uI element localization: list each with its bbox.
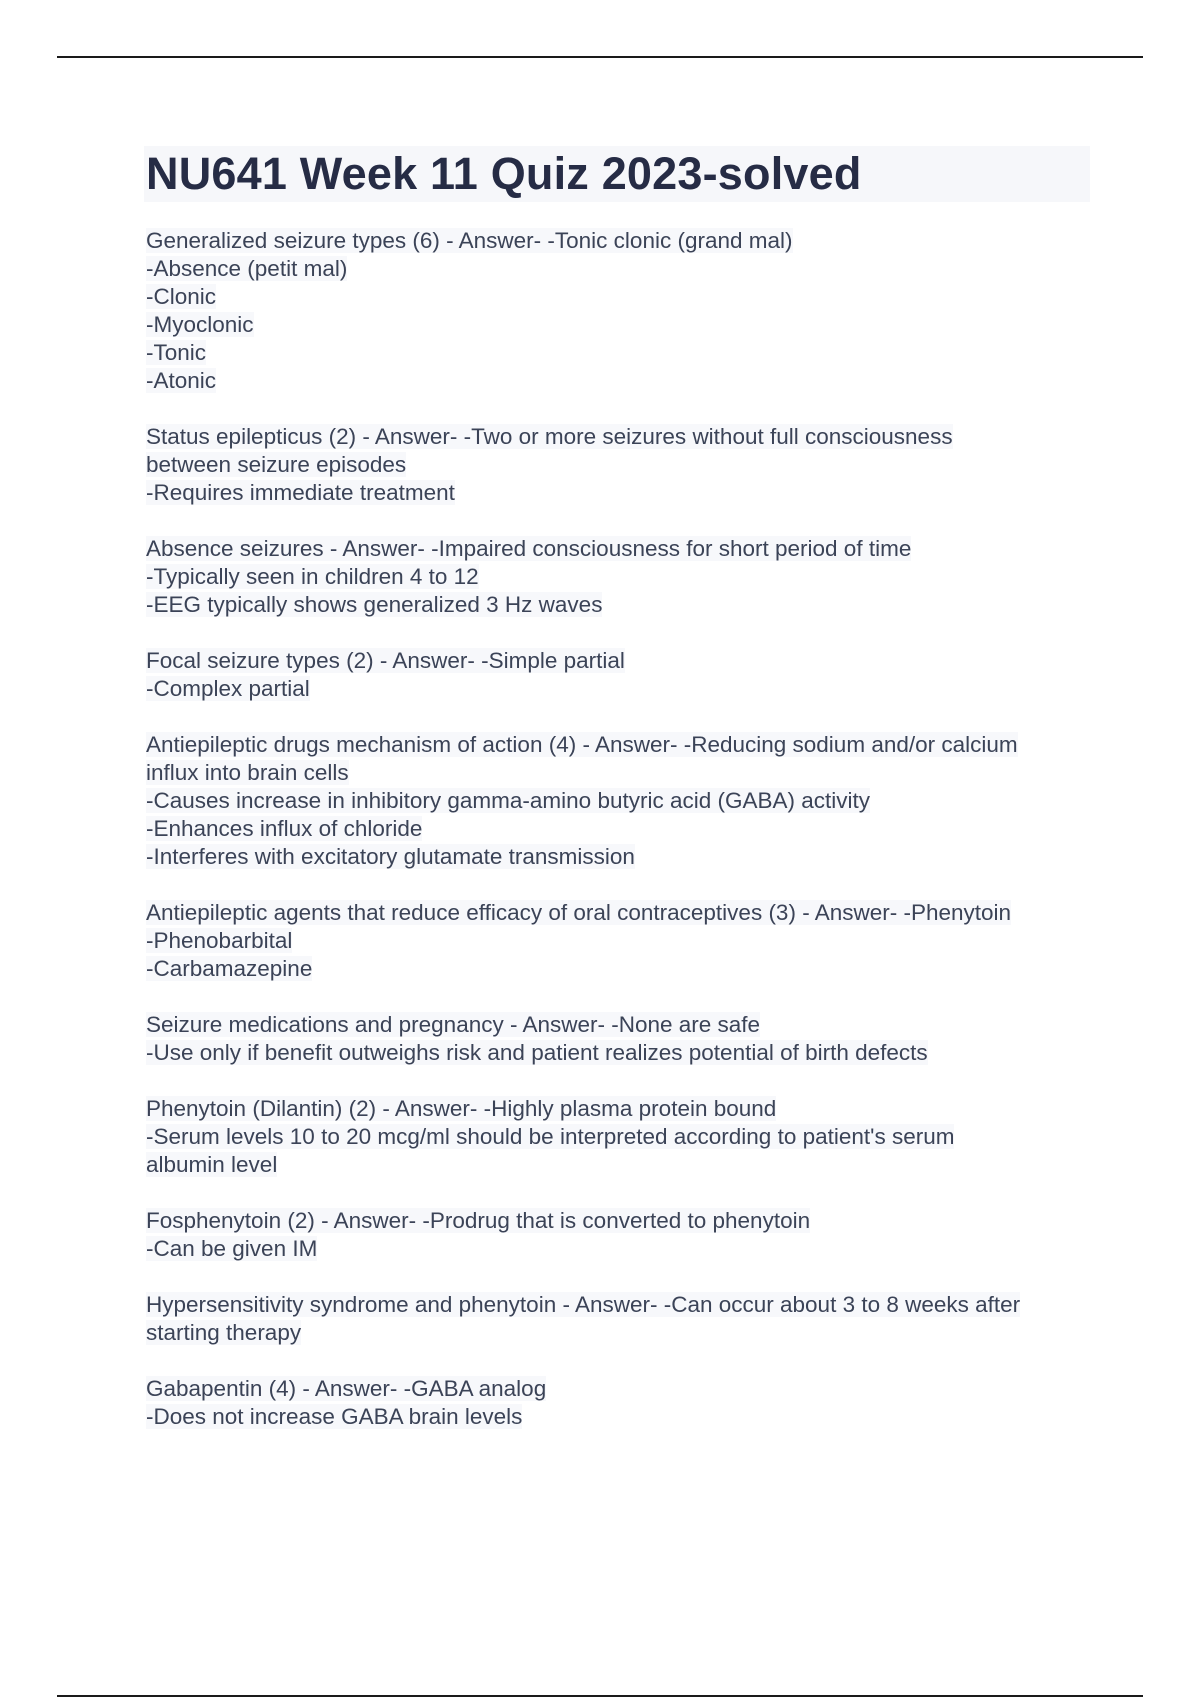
title-band [144, 146, 1090, 202]
qa-entry [146, 227, 1090, 395]
qa-entry [146, 1011, 1090, 1067]
qa-answer-line [146, 339, 1090, 367]
qa-line-text: albumin level [146, 1152, 278, 1177]
qa-answer-line [146, 311, 1090, 339]
qa-line-text: influx into brain cells [146, 760, 349, 785]
qa-entry [146, 1207, 1090, 1263]
qa-answer-line [146, 1151, 1090, 1179]
qa-line-text: -EEG typically shows generalized 3 Hz waves [146, 592, 603, 617]
qa-answer-line [146, 1123, 1090, 1151]
qa-line-text: -Can be given IM [146, 1236, 318, 1261]
qa-line-text: Antiepileptic drugs mechanism of action (4) - Answer- -Reducing sodium and/or calcium [146, 732, 1018, 757]
qa-answer-line [146, 283, 1090, 311]
qa-answer-line [146, 1403, 1090, 1431]
qa-question-line [146, 1207, 1090, 1235]
qa-line-text: -Atonic [146, 368, 217, 393]
qa-entry [146, 731, 1090, 871]
qa-line-text: -Serum levels 10 to 20 mcg/ml should be interpreted according to patient's serum [146, 1124, 955, 1149]
qa-answer-line [146, 675, 1090, 703]
qa-entry [146, 1095, 1090, 1179]
qa-question-line [146, 1095, 1090, 1123]
qa-line-text: Focal seizure types (2) - Answer- -Simple partial [146, 648, 625, 673]
qa-line-text: starting therapy [146, 1320, 302, 1345]
document-body [146, 146, 1090, 1459]
qa-line-text: -Does not increase GABA brain levels [146, 1404, 523, 1429]
qa-line-text: Gabapentin (4) - Answer- -GABA analog [146, 1376, 547, 1401]
qa-line-text: -Typically seen in children 4 to 12 [146, 564, 479, 589]
qa-line-text: Seizure medications and pregnancy - Answer- -None are safe [146, 1012, 761, 1037]
qa-question-line [146, 731, 1090, 759]
page-title: NU641 Week 11 Quiz 2023-solved [146, 148, 862, 199]
qa-question-line [146, 1375, 1090, 1403]
qa-line-text: -Requires immediate treatment [146, 480, 455, 505]
qa-answer-line [146, 843, 1090, 871]
qa-line-text: -Phenobarbital [146, 928, 293, 953]
qa-answer-line [146, 815, 1090, 843]
qa-answer-line [146, 759, 1090, 787]
top-rule [57, 56, 1143, 58]
qa-answer-line [146, 927, 1090, 955]
qa-line-text: Fosphenytoin (2) - Answer- -Prodrug that is converted to phenytoin [146, 1208, 811, 1233]
qa-answer-line [146, 255, 1090, 283]
qa-line-text: Generalized seizure types (6) - Answer- -Tonic clonic (grand mal) [146, 228, 793, 253]
qa-list [146, 227, 1090, 1431]
qa-line-text: -Interferes with excitatory glutamate transmission [146, 844, 635, 869]
qa-line-text: -Enhances influx of chloride [146, 816, 423, 841]
qa-answer-line [146, 1235, 1090, 1263]
qa-question-line [146, 535, 1090, 563]
qa-entry [146, 1291, 1090, 1347]
qa-entry [146, 535, 1090, 619]
qa-entry [146, 1375, 1090, 1431]
qa-answer-line [146, 1039, 1090, 1067]
qa-question-line [146, 227, 1090, 255]
qa-line-text: Antiepileptic agents that reduce efficacy of oral contraceptives (3) - Answer- -Phenytoin [146, 900, 1012, 925]
qa-answer-line [146, 955, 1090, 983]
qa-line-text: between seizure episodes [146, 452, 407, 477]
qa-answer-line [146, 787, 1090, 815]
qa-line-text: -Clonic [146, 284, 217, 309]
bottom-rule [57, 1695, 1143, 1697]
qa-answer-line [146, 479, 1090, 507]
qa-entry [146, 899, 1090, 983]
qa-question-line [146, 1011, 1090, 1039]
qa-line-text: Hypersensitivity syndrome and phenytoin - Answer- -Can occur about 3 to 8 weeks after [146, 1292, 1021, 1317]
qa-answer-line [146, 451, 1090, 479]
qa-line-text: -Myoclonic [146, 312, 254, 337]
qa-answer-line [146, 1319, 1090, 1347]
qa-question-line [146, 423, 1090, 451]
qa-line-text: Status epilepticus (2) - Answer- -Two or more seizures without full consciousness [146, 424, 953, 449]
qa-question-line [146, 647, 1090, 675]
qa-line-text: -Tonic [146, 340, 207, 365]
qa-question-line [146, 899, 1090, 927]
qa-entry [146, 423, 1090, 507]
qa-line-text: -Carbamazepine [146, 956, 313, 981]
qa-answer-line [146, 563, 1090, 591]
qa-question-line [146, 1291, 1090, 1319]
qa-line-text: -Causes increase in inhibitory gamma-amino butyric acid (GABA) activity [146, 788, 871, 813]
qa-entry [146, 647, 1090, 703]
qa-answer-line [146, 591, 1090, 619]
qa-line-text: Phenytoin (Dilantin) (2) - Answer- -Highly plasma protein bound [146, 1096, 777, 1121]
qa-line-text: -Absence (petit mal) [146, 256, 348, 281]
qa-answer-line [146, 367, 1090, 395]
qa-line-text: Absence seizures - Answer- -Impaired consciousness for short period of time [146, 536, 912, 561]
qa-line-text: -Complex partial [146, 676, 310, 701]
qa-line-text: -Use only if benefit outweighs risk and patient realizes potential of birth defects [146, 1040, 928, 1065]
